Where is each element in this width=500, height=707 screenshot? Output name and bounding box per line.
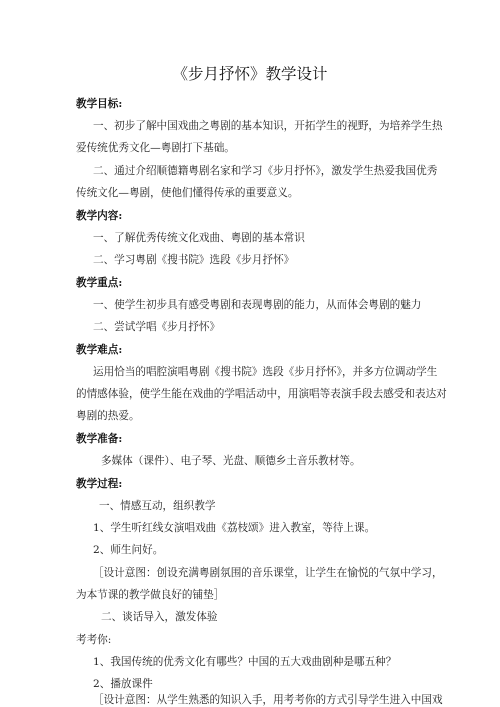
goal-1-line-1: 一、初步了解中国戏曲之粤剧的基本知识，开拓学生的视野，为培养学生热: [93, 120, 443, 132]
design-intent-2-line-1: ［设计意图：从学生熟悉的知识入手，用考考你的方式引导学生进入中国戏: [93, 694, 443, 706]
goal-1-line-2: 爱传统优秀文化—粤剧打下基础。: [76, 142, 235, 154]
preparation-items: 多媒体（课件）、电子琴、光盘、顺德乡土音乐教材等。: [101, 455, 361, 467]
document-title: 《步月抒怀》教学设计: [172, 65, 328, 83]
key-point-1: 一、使学生初步具有感受粤剧和表现粤剧的能力，从而体会粤剧的魅力: [93, 299, 422, 311]
process-step-2-heading: 二、谈话导入，激发体验: [101, 611, 218, 623]
content-item-1: 一、了解优秀传统文化戏曲、粤剧的基本常识: [93, 232, 305, 244]
design-intent-1-line-2: 为本节课的教学做良好的铺垫］: [76, 589, 225, 601]
heading-preparation: 教学准备:: [76, 433, 123, 445]
heading-difficulties: 教学难点:: [76, 344, 123, 356]
goal-2-line-1: 二、通过介绍顺德籍粤剧名家和学习《步月抒怀》，激发学生热爱我国优秀: [93, 165, 438, 177]
process-step-1-heading: 一、情感互动，组织教学: [99, 500, 216, 512]
goal-2-line-2: 传统文化—粤剧，使他们懂得传承的重要意义。: [76, 187, 299, 199]
content-item-2: 二、学习粤剧《搜书院》选段《步月抒怀》: [93, 254, 295, 266]
design-intent-1-line-1: ［设计意图：创设充满粤剧氛围的音乐课堂，让学生在愉悦的气氛中学习，: [93, 567, 443, 579]
heading-teaching-content: 教学内容:: [76, 210, 123, 222]
heading-teaching-process: 教学过程:: [76, 478, 123, 490]
quiz-question-1: 1、我国传统的优秀文化有哪些？中国的五大戏曲剧种是哪五种？: [93, 656, 397, 668]
quiz-item-2: 2、播放课件: [93, 678, 153, 690]
process-step-1-item-2: 2、师生问好。: [93, 544, 164, 556]
key-point-2: 二、尝试学唱《步月抒怀》: [93, 321, 221, 333]
difficulty-line-2: 的情感体验，使学生能在戏曲的学唱活动中，用演唱等表演手段去感受和表达对: [76, 388, 447, 400]
difficulty-line-3: 粤剧的热爱。: [76, 410, 140, 422]
heading-key-points: 教学重点:: [76, 277, 123, 289]
quiz-label: 考考你:: [76, 634, 112, 646]
heading-teaching-goals: 教学目标:: [76, 98, 123, 110]
process-step-1-item-1: 1、学生听红线女演唱戏曲《荔枝颂》进入教室，等待上课。: [93, 522, 376, 534]
difficulty-line-1: 运用恰当的唱腔演唱粤剧《搜书院》选段《步月抒怀》，并多方位调动学生: [93, 366, 438, 378]
